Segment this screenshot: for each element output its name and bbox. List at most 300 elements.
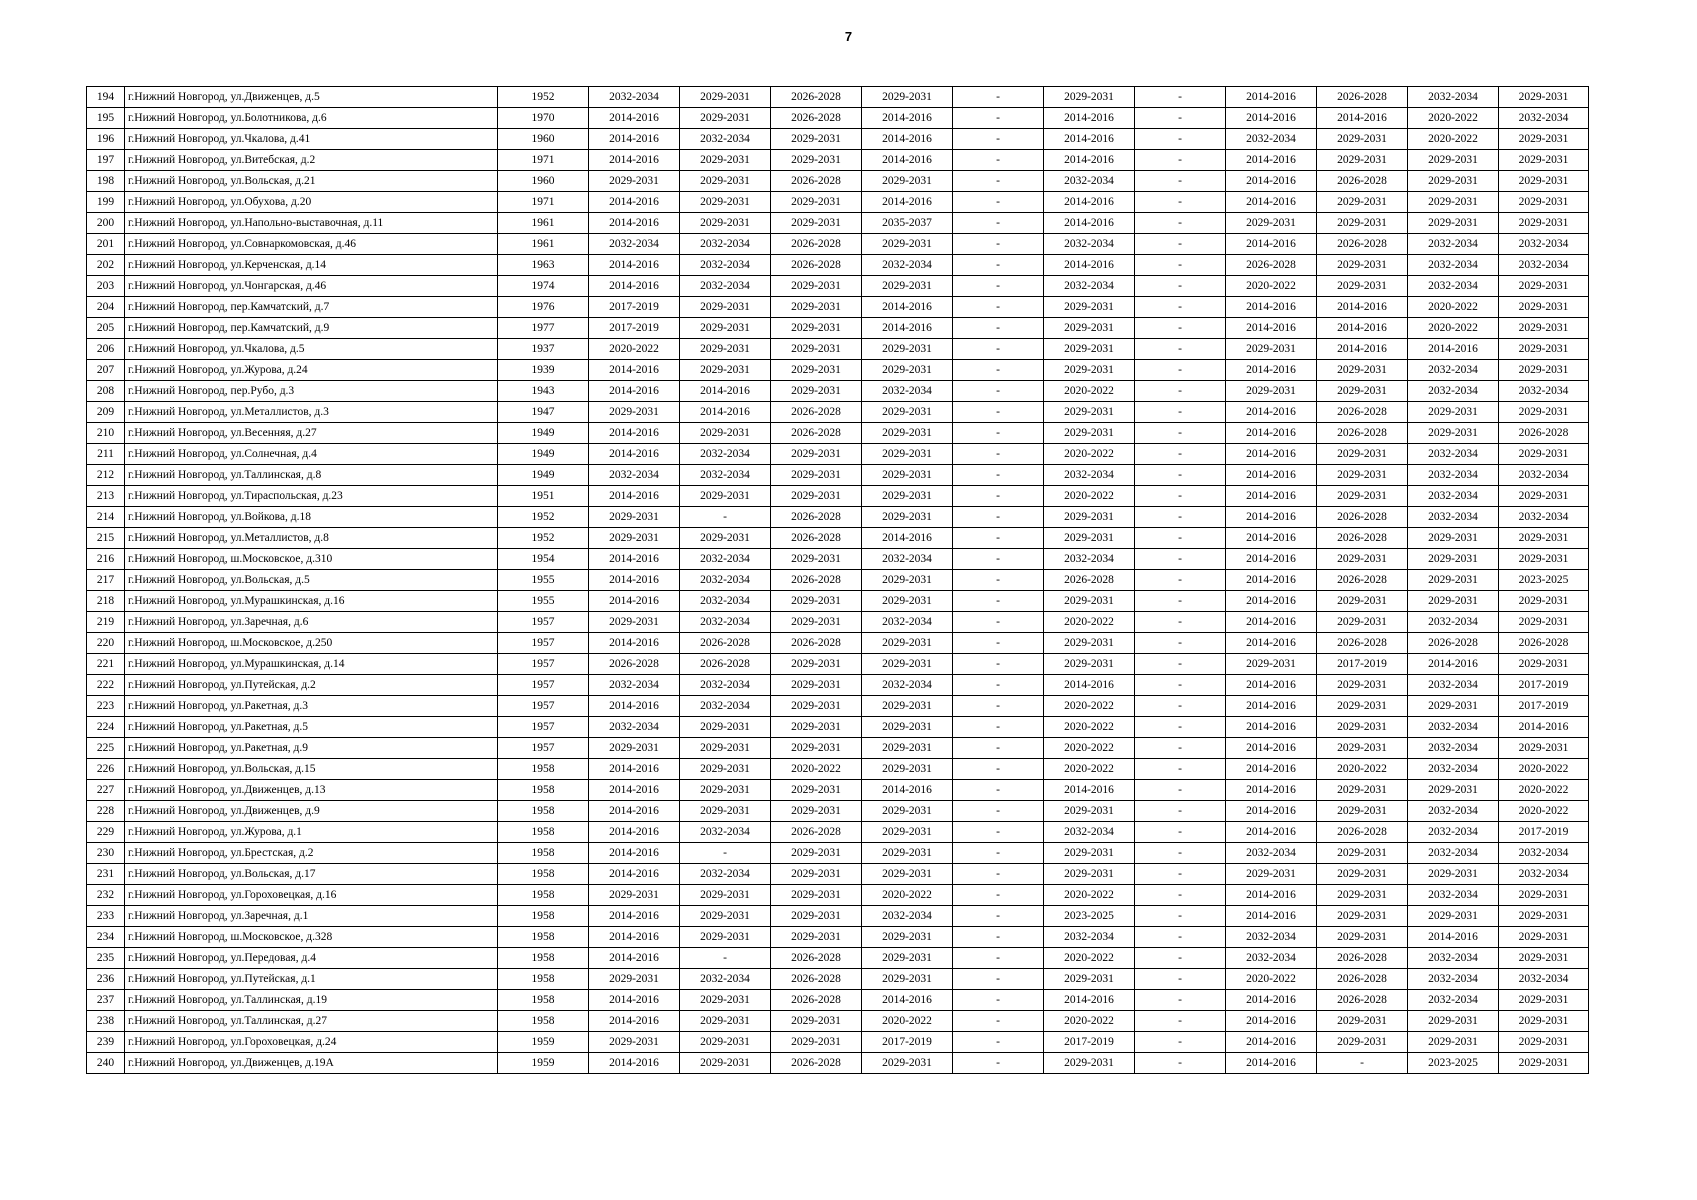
cell-period-5: - xyxy=(953,171,1044,192)
table-row xyxy=(87,108,1589,129)
table-row xyxy=(87,801,1589,822)
table-row xyxy=(87,780,1589,801)
cell-period-7: - xyxy=(1135,780,1226,801)
cell-period-9: 2029-2031 xyxy=(1317,927,1408,948)
cell-period-9: 2029-2031 xyxy=(1317,717,1408,738)
cell-address: г.Нижний Новгород, ул.Таллинская, д.27 xyxy=(125,1011,498,1032)
cell-period-6: 2023-2025 xyxy=(1044,906,1135,927)
cell-period-1: 2032-2034 xyxy=(589,87,680,108)
table-row xyxy=(87,381,1589,402)
cell-year-built: 1955 xyxy=(498,570,589,591)
cell-period-4: 2014-2016 xyxy=(862,108,953,129)
cell-period-4: 2014-2016 xyxy=(862,297,953,318)
cell-period-2: 2032-2034 xyxy=(680,591,771,612)
table-row xyxy=(87,570,1589,591)
cell-period-10: 2032-2034 xyxy=(1408,969,1499,990)
cell-period-5: - xyxy=(953,444,1044,465)
cell-period-10: 2032-2034 xyxy=(1408,885,1499,906)
cell-period-9: 2026-2028 xyxy=(1317,822,1408,843)
cell-period-11: 2029-2031 xyxy=(1499,129,1589,150)
cell-year-built: 1949 xyxy=(498,465,589,486)
cell-address: г.Нижний Новгород, ул.Вольская, д.5 xyxy=(125,570,498,591)
cell-year-built: 1960 xyxy=(498,129,589,150)
cell-row-number: 201 xyxy=(87,234,125,255)
cell-period-9: 2026-2028 xyxy=(1317,990,1408,1011)
cell-period-4: 2014-2016 xyxy=(862,150,953,171)
cell-period-7: - xyxy=(1135,717,1226,738)
cell-address: г.Нижний Новгород, ул.Витебская, д.2 xyxy=(125,150,498,171)
cell-period-8: 2020-2022 xyxy=(1226,276,1317,297)
cell-period-3: 2029-2031 xyxy=(771,213,862,234)
cell-address: г.Нижний Новгород, ул.Болотникова, д.6 xyxy=(125,108,498,129)
cell-period-4: 2029-2031 xyxy=(862,444,953,465)
cell-period-11: 2029-2031 xyxy=(1499,402,1589,423)
cell-period-1: 2029-2031 xyxy=(589,402,680,423)
cell-period-3: 2029-2031 xyxy=(771,906,862,927)
cell-period-9: 2029-2031 xyxy=(1317,801,1408,822)
cell-period-6: 2029-2031 xyxy=(1044,297,1135,318)
cell-period-8: 2032-2034 xyxy=(1226,843,1317,864)
cell-period-11: 2029-2031 xyxy=(1499,654,1589,675)
cell-period-5: - xyxy=(953,234,1044,255)
cell-year-built: 1958 xyxy=(498,864,589,885)
cell-period-8: 2029-2031 xyxy=(1226,654,1317,675)
cell-period-9: 2029-2031 xyxy=(1317,465,1408,486)
cell-period-1: 2014-2016 xyxy=(589,801,680,822)
cell-address: г.Нижний Новгород, ул.Движенцев, д.5 xyxy=(125,87,498,108)
cell-row-number: 230 xyxy=(87,843,125,864)
cell-year-built: 1951 xyxy=(498,486,589,507)
cell-period-1: 2014-2016 xyxy=(589,696,680,717)
cell-period-11: 2029-2031 xyxy=(1499,612,1589,633)
cell-period-3: 2029-2031 xyxy=(771,318,862,339)
cell-period-8: 2014-2016 xyxy=(1226,318,1317,339)
table-row xyxy=(87,402,1589,423)
cell-period-2: 2026-2028 xyxy=(680,654,771,675)
cell-row-number: 200 xyxy=(87,213,125,234)
cell-period-3: 2026-2028 xyxy=(771,969,862,990)
cell-address: г.Нижний Новгород, ул.Керченская, д.14 xyxy=(125,255,498,276)
cell-period-8: 2014-2016 xyxy=(1226,171,1317,192)
cell-period-6: 2032-2034 xyxy=(1044,465,1135,486)
cell-year-built: 1949 xyxy=(498,423,589,444)
cell-period-7: - xyxy=(1135,423,1226,444)
cell-period-1: 2017-2019 xyxy=(589,318,680,339)
cell-period-8: 2029-2031 xyxy=(1226,213,1317,234)
cell-period-11: 2029-2031 xyxy=(1499,906,1589,927)
cell-period-2: 2029-2031 xyxy=(680,360,771,381)
cell-period-6: 2020-2022 xyxy=(1044,381,1135,402)
cell-period-3: 2029-2031 xyxy=(771,297,862,318)
cell-period-11: 2017-2019 xyxy=(1499,675,1589,696)
cell-period-1: 2029-2031 xyxy=(589,171,680,192)
cell-period-10: 2029-2031 xyxy=(1408,423,1499,444)
cell-period-8: 2014-2016 xyxy=(1226,360,1317,381)
cell-period-8: 2014-2016 xyxy=(1226,696,1317,717)
cell-row-number: 207 xyxy=(87,360,125,381)
cell-period-9: 2014-2016 xyxy=(1317,318,1408,339)
cell-period-4: 2020-2022 xyxy=(862,1011,953,1032)
cell-period-7: - xyxy=(1135,633,1226,654)
cell-period-5: - xyxy=(953,108,1044,129)
cell-period-8: 2014-2016 xyxy=(1226,507,1317,528)
cell-period-5: - xyxy=(953,738,1044,759)
cell-period-8: 2014-2016 xyxy=(1226,1011,1317,1032)
cell-period-5: - xyxy=(953,192,1044,213)
cell-period-9: 2029-2031 xyxy=(1317,129,1408,150)
cell-period-5: - xyxy=(953,276,1044,297)
cell-period-1: 2029-2031 xyxy=(589,969,680,990)
cell-period-10: 2032-2034 xyxy=(1408,486,1499,507)
cell-period-1: 2014-2016 xyxy=(589,990,680,1011)
cell-period-7: - xyxy=(1135,759,1226,780)
table-row xyxy=(87,1032,1589,1053)
cell-period-1: 2032-2034 xyxy=(589,717,680,738)
table-row xyxy=(87,843,1589,864)
cell-period-2: 2029-2031 xyxy=(680,990,771,1011)
cell-period-3: 2029-2031 xyxy=(771,780,862,801)
cell-period-4: 2014-2016 xyxy=(862,192,953,213)
cell-period-1: 2014-2016 xyxy=(589,150,680,171)
cell-period-11: 2017-2019 xyxy=(1499,822,1589,843)
cell-period-6: 2032-2034 xyxy=(1044,276,1135,297)
cell-period-9: 2026-2028 xyxy=(1317,507,1408,528)
cell-period-9: 2026-2028 xyxy=(1317,402,1408,423)
cell-period-10: 2032-2034 xyxy=(1408,717,1499,738)
cell-year-built: 1958 xyxy=(498,948,589,969)
cell-period-1: 2014-2016 xyxy=(589,486,680,507)
cell-period-6: 2020-2022 xyxy=(1044,885,1135,906)
cell-period-7: - xyxy=(1135,969,1226,990)
cell-period-4: 2029-2031 xyxy=(862,507,953,528)
table-row xyxy=(87,423,1589,444)
cell-period-5: - xyxy=(953,339,1044,360)
cell-address: г.Нижний Новгород, ул.Металлистов, д.8 xyxy=(125,528,498,549)
cell-period-5: - xyxy=(953,717,1044,738)
cell-period-7: - xyxy=(1135,675,1226,696)
cell-period-7: - xyxy=(1135,255,1226,276)
cell-row-number: 197 xyxy=(87,150,125,171)
cell-period-6: 2020-2022 xyxy=(1044,948,1135,969)
cell-period-1: 2014-2016 xyxy=(589,822,680,843)
cell-period-7: - xyxy=(1135,738,1226,759)
cell-period-1: 2029-2031 xyxy=(589,507,680,528)
cell-period-2: 2032-2034 xyxy=(680,549,771,570)
cell-address: г.Нижний Новгород, ш.Московское, д.328 xyxy=(125,927,498,948)
cell-period-2: 2029-2031 xyxy=(680,171,771,192)
cell-period-4: 2029-2031 xyxy=(862,801,953,822)
cell-period-9: 2029-2031 xyxy=(1317,591,1408,612)
cell-row-number: 235 xyxy=(87,948,125,969)
cell-address: г.Нижний Новгород, пер.Камчатский, д.7 xyxy=(125,297,498,318)
cell-year-built: 1939 xyxy=(498,360,589,381)
cell-period-11: 2032-2034 xyxy=(1499,507,1589,528)
table-row xyxy=(87,444,1589,465)
cell-address: г.Нижний Новгород, ул.Обухова, д.20 xyxy=(125,192,498,213)
cell-row-number: 209 xyxy=(87,402,125,423)
cell-period-6: 2029-2031 xyxy=(1044,801,1135,822)
cell-period-11: 2029-2031 xyxy=(1499,192,1589,213)
cell-address: г.Нижний Новгород, ул.Вольская, д.15 xyxy=(125,759,498,780)
cell-period-11: 2029-2031 xyxy=(1499,297,1589,318)
cell-period-9: 2017-2019 xyxy=(1317,654,1408,675)
cell-address: г.Нижний Новгород, ул.Ракетная, д.5 xyxy=(125,717,498,738)
cell-row-number: 226 xyxy=(87,759,125,780)
cell-period-7: - xyxy=(1135,297,1226,318)
cell-row-number: 216 xyxy=(87,549,125,570)
cell-period-7: - xyxy=(1135,1032,1226,1053)
cell-row-number: 212 xyxy=(87,465,125,486)
cell-period-3: 2029-2031 xyxy=(771,885,862,906)
cell-period-10: 2020-2022 xyxy=(1408,129,1499,150)
cell-row-number: 231 xyxy=(87,864,125,885)
cell-year-built: 1957 xyxy=(498,675,589,696)
cell-period-11: 2023-2025 xyxy=(1499,570,1589,591)
cell-address: г.Нижний Новгород, ул.Мурашкинская, д.16 xyxy=(125,591,498,612)
cell-address: г.Нижний Новгород, ул.Журова, д.24 xyxy=(125,360,498,381)
cell-period-2: 2032-2034 xyxy=(680,822,771,843)
cell-period-1: 2014-2016 xyxy=(589,423,680,444)
cell-period-2: 2014-2016 xyxy=(680,402,771,423)
cell-period-1: 2014-2016 xyxy=(589,633,680,654)
cell-period-10: 2032-2034 xyxy=(1408,990,1499,1011)
cell-row-number: 210 xyxy=(87,423,125,444)
cell-period-6: 2014-2016 xyxy=(1044,990,1135,1011)
table-row xyxy=(87,738,1589,759)
cell-period-8: 2014-2016 xyxy=(1226,528,1317,549)
cell-period-4: 2029-2031 xyxy=(862,927,953,948)
cell-address: г.Нижний Новгород, ул.Чкалова, д.41 xyxy=(125,129,498,150)
cell-period-11: 2029-2031 xyxy=(1499,1011,1589,1032)
cell-period-2: 2014-2016 xyxy=(680,381,771,402)
cell-period-8: 2014-2016 xyxy=(1226,1053,1317,1074)
cell-period-2: 2029-2031 xyxy=(680,759,771,780)
cell-period-3: 2029-2031 xyxy=(771,612,862,633)
cell-address: г.Нижний Новгород, ул.Тираспольская, д.23 xyxy=(125,486,498,507)
cell-period-1: 2014-2016 xyxy=(589,1053,680,1074)
cell-period-6: 2014-2016 xyxy=(1044,150,1135,171)
cell-period-4: 2029-2031 xyxy=(862,171,953,192)
cell-period-5: - xyxy=(953,87,1044,108)
cell-period-4: 2032-2034 xyxy=(862,612,953,633)
cell-period-1: 2014-2016 xyxy=(589,864,680,885)
cell-period-8: 2014-2016 xyxy=(1226,486,1317,507)
cell-period-7: - xyxy=(1135,234,1226,255)
cell-row-number: 238 xyxy=(87,1011,125,1032)
table-row xyxy=(87,696,1589,717)
cell-period-4: 2014-2016 xyxy=(862,318,953,339)
cell-period-8: 2029-2031 xyxy=(1226,381,1317,402)
cell-period-10: 2029-2031 xyxy=(1408,1032,1499,1053)
cell-period-3: 2029-2031 xyxy=(771,465,862,486)
cell-period-4: 2029-2031 xyxy=(862,591,953,612)
cell-period-8: 2014-2016 xyxy=(1226,549,1317,570)
cell-row-number: 198 xyxy=(87,171,125,192)
cell-period-11: 2026-2028 xyxy=(1499,423,1589,444)
cell-period-10: 2029-2031 xyxy=(1408,1011,1499,1032)
cell-period-9: 2029-2031 xyxy=(1317,1011,1408,1032)
cell-year-built: 1961 xyxy=(498,213,589,234)
cell-period-11: 2032-2034 xyxy=(1499,969,1589,990)
cell-period-7: - xyxy=(1135,570,1226,591)
cell-address: г.Нижний Новгород, ш.Московское, д.310 xyxy=(125,549,498,570)
cell-period-10: 2032-2034 xyxy=(1408,738,1499,759)
cell-year-built: 1960 xyxy=(498,171,589,192)
cell-period-10: 2020-2022 xyxy=(1408,318,1499,339)
cell-year-built: 1971 xyxy=(498,192,589,213)
cell-year-built: 1958 xyxy=(498,1011,589,1032)
cell-period-10: 2029-2031 xyxy=(1408,192,1499,213)
table-row xyxy=(87,549,1589,570)
cell-row-number: 213 xyxy=(87,486,125,507)
cell-period-9: 2029-2031 xyxy=(1317,444,1408,465)
cell-period-7: - xyxy=(1135,192,1226,213)
cell-period-8: 2014-2016 xyxy=(1226,780,1317,801)
cell-period-6: 2029-2031 xyxy=(1044,1053,1135,1074)
cell-period-9: 2026-2028 xyxy=(1317,969,1408,990)
table-row xyxy=(87,129,1589,150)
table-row xyxy=(87,528,1589,549)
cell-period-6: 2020-2022 xyxy=(1044,759,1135,780)
cell-period-3: 2026-2028 xyxy=(771,402,862,423)
cell-period-3: 2029-2031 xyxy=(771,360,862,381)
cell-row-number: 240 xyxy=(87,1053,125,1074)
cell-period-7: - xyxy=(1135,150,1226,171)
cell-period-11: 2029-2031 xyxy=(1499,1053,1589,1074)
cell-period-5: - xyxy=(953,360,1044,381)
cell-period-11: 2029-2031 xyxy=(1499,549,1589,570)
cell-period-3: 2029-2031 xyxy=(771,654,862,675)
cell-period-6: 2020-2022 xyxy=(1044,486,1135,507)
cell-period-2: 2029-2031 xyxy=(680,780,771,801)
table-row xyxy=(87,339,1589,360)
cell-period-2: 2032-2034 xyxy=(680,864,771,885)
cell-period-7: - xyxy=(1135,885,1226,906)
cell-period-1: 2014-2016 xyxy=(589,549,680,570)
cell-period-9: 2026-2028 xyxy=(1317,171,1408,192)
cell-period-6: 2014-2016 xyxy=(1044,129,1135,150)
cell-period-2: 2029-2031 xyxy=(680,1053,771,1074)
cell-period-8: 2014-2016 xyxy=(1226,885,1317,906)
cell-period-9: 2020-2022 xyxy=(1317,759,1408,780)
cell-period-1: 2026-2028 xyxy=(589,654,680,675)
cell-address: г.Нижний Новгород, ул.Движенцев, д.9 xyxy=(125,801,498,822)
cell-address: г.Нижний Новгород, ул.Вольская, д.21 xyxy=(125,171,498,192)
cell-period-1: 2014-2016 xyxy=(589,255,680,276)
cell-period-1: 2032-2034 xyxy=(589,465,680,486)
cell-period-4: 2032-2034 xyxy=(862,255,953,276)
cell-period-4: 2029-2031 xyxy=(862,843,953,864)
cell-period-9: 2026-2028 xyxy=(1317,528,1408,549)
table-row xyxy=(87,633,1589,654)
cell-period-5: - xyxy=(953,381,1044,402)
cell-period-4: 2035-2037 xyxy=(862,213,953,234)
cell-period-2: 2029-2031 xyxy=(680,738,771,759)
cell-period-5: - xyxy=(953,675,1044,696)
cell-period-6: 2029-2031 xyxy=(1044,402,1135,423)
cell-year-built: 1957 xyxy=(498,633,589,654)
table-row xyxy=(87,360,1589,381)
cell-period-8: 2014-2016 xyxy=(1226,108,1317,129)
cell-period-8: 2026-2028 xyxy=(1226,255,1317,276)
cell-period-5: - xyxy=(953,654,1044,675)
cell-year-built: 1949 xyxy=(498,444,589,465)
cell-year-built: 1961 xyxy=(498,234,589,255)
table-row xyxy=(87,318,1589,339)
cell-period-9: 2026-2028 xyxy=(1317,423,1408,444)
cell-period-5: - xyxy=(953,612,1044,633)
cell-period-7: - xyxy=(1135,990,1226,1011)
cell-period-1: 2029-2031 xyxy=(589,612,680,633)
cell-period-2: 2029-2031 xyxy=(680,927,771,948)
cell-year-built: 1957 xyxy=(498,738,589,759)
cell-period-3: 2029-2031 xyxy=(771,864,862,885)
page-number: 7 xyxy=(844,29,853,44)
cell-period-10: 2029-2031 xyxy=(1408,780,1499,801)
cell-period-1: 2014-2016 xyxy=(589,129,680,150)
cell-period-9: 2029-2031 xyxy=(1317,213,1408,234)
cell-period-2: 2029-2031 xyxy=(680,906,771,927)
cell-period-3: 2026-2028 xyxy=(771,255,862,276)
cell-period-6: 2014-2016 xyxy=(1044,192,1135,213)
cell-period-1: 2014-2016 xyxy=(589,444,680,465)
cell-period-11: 2029-2031 xyxy=(1499,213,1589,234)
table-row xyxy=(87,255,1589,276)
cell-period-5: - xyxy=(953,402,1044,423)
cell-period-9: 2026-2028 xyxy=(1317,234,1408,255)
cell-period-2: 2029-2031 xyxy=(680,801,771,822)
cell-period-2: 2029-2031 xyxy=(680,213,771,234)
cell-period-8: 2014-2016 xyxy=(1226,759,1317,780)
cell-period-10: 2029-2031 xyxy=(1408,906,1499,927)
cell-period-6: 2032-2034 xyxy=(1044,927,1135,948)
cell-period-8: 2014-2016 xyxy=(1226,1032,1317,1053)
table-row xyxy=(87,948,1589,969)
cell-period-4: 2029-2031 xyxy=(862,486,953,507)
cell-period-10: 2032-2034 xyxy=(1408,843,1499,864)
cell-year-built: 1952 xyxy=(498,528,589,549)
cell-year-built: 1958 xyxy=(498,927,589,948)
cell-period-5: - xyxy=(953,927,1044,948)
cell-period-6: 2020-2022 xyxy=(1044,1011,1135,1032)
cell-period-4: 2029-2031 xyxy=(862,738,953,759)
cell-period-6: 2026-2028 xyxy=(1044,570,1135,591)
cell-period-9: 2014-2016 xyxy=(1317,339,1408,360)
cell-period-11: 2032-2034 xyxy=(1499,108,1589,129)
cell-period-4: 2029-2031 xyxy=(862,759,953,780)
cell-period-7: - xyxy=(1135,87,1226,108)
cell-period-1: 2029-2031 xyxy=(589,1032,680,1053)
cell-period-4: 2029-2031 xyxy=(862,276,953,297)
cell-address: г.Нижний Новгород, ул.Войкова, д.18 xyxy=(125,507,498,528)
table-body xyxy=(87,87,1589,1074)
cell-period-8: 2014-2016 xyxy=(1226,234,1317,255)
cell-address: г.Нижний Новгород, пер.Камчатский, д.9 xyxy=(125,318,498,339)
cell-period-11: 2032-2034 xyxy=(1499,234,1589,255)
cell-address: г.Нижний Новгород, ул.Таллинская, д.8 xyxy=(125,465,498,486)
cell-period-8: 2014-2016 xyxy=(1226,87,1317,108)
cell-period-4: 2029-2031 xyxy=(862,339,953,360)
cell-row-number: 223 xyxy=(87,696,125,717)
cell-period-1: 2014-2016 xyxy=(589,192,680,213)
cell-period-8: 2020-2022 xyxy=(1226,969,1317,990)
cell-year-built: 1955 xyxy=(498,591,589,612)
table-row xyxy=(87,759,1589,780)
cell-period-8: 2014-2016 xyxy=(1226,402,1317,423)
cell-period-2: 2032-2034 xyxy=(680,444,771,465)
cell-address: г.Нижний Новгород, ул.Мурашкинская, д.14 xyxy=(125,654,498,675)
cell-address: г.Нижний Новгород, ул.Совнаркомовская, д.46 xyxy=(125,234,498,255)
